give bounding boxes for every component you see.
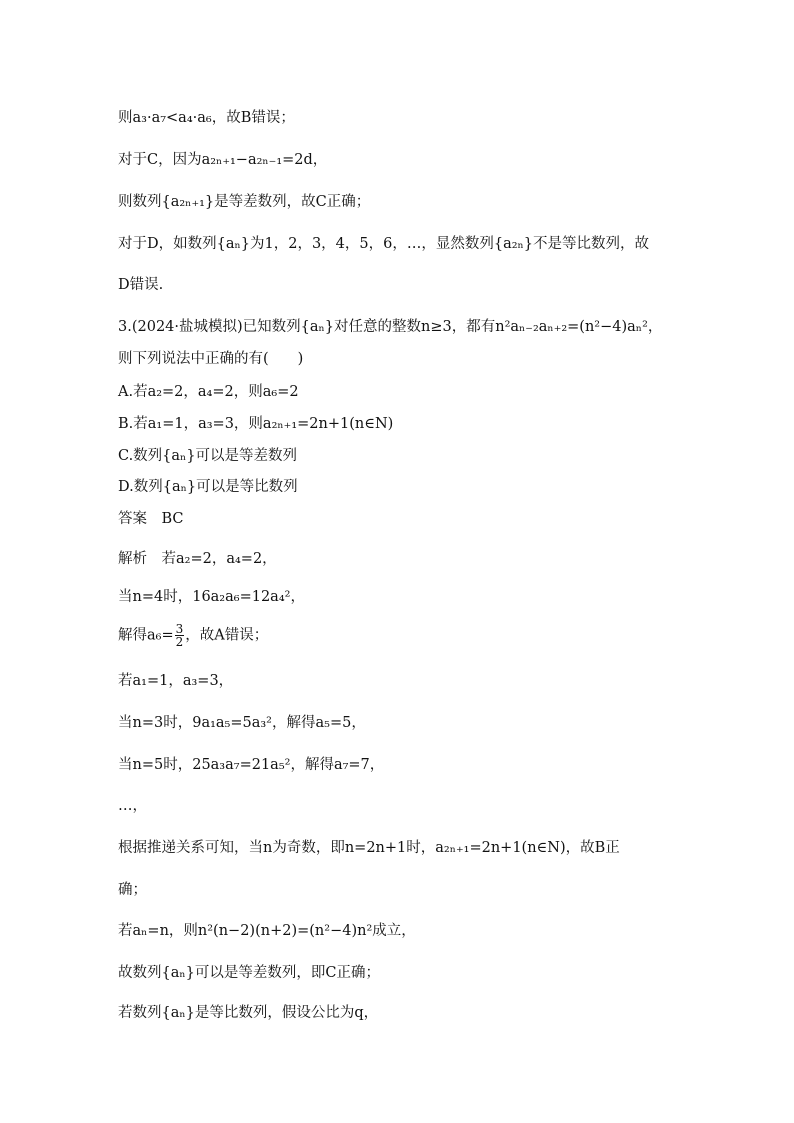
solution-line: 解析 若a₂=2，a₄=2， xyxy=(118,551,277,567)
fraction-denominator: 2 xyxy=(175,635,184,649)
solution-line: 若数列{aₙ}是等比数列，假设公比为q， xyxy=(118,1005,379,1021)
solution-line: 当n=5时，25a₃a₇=21a₅²，解得a₇=7， xyxy=(118,757,385,773)
solution-line: 故数列{aₙ}可以是等差数列，即C正确； xyxy=(118,965,380,981)
solution-line: 若a₁=1，a₃=3， xyxy=(118,673,234,689)
text-line: 对于C，因为a₂ₙ₊₁−a₂ₙ₋₁=2d， xyxy=(118,152,328,168)
fraction xyxy=(175,623,185,648)
text-line: 对于D，如数列{aₙ}为1，2，3，4，5，6，…，显然数列{a₂ₙ}不是等比数列，故 xyxy=(118,236,650,252)
solution-line: 当n=4时，16a₂a₆=12a₄²， xyxy=(118,589,305,605)
option-a: A.若a₂=2，a₄=2，则a₆=2 xyxy=(118,384,299,400)
solution-line-fraction xyxy=(118,623,268,648)
question-prompt: 则下列说法中正确的有( ) xyxy=(118,351,304,367)
fraction-prefix: 解得a₆= xyxy=(118,627,174,644)
option-d: D.数列{aₙ}可以是等比数列 xyxy=(118,479,298,495)
text-line: 则a₃·a₇<a₄·a₆，故B错误； xyxy=(118,110,295,126)
option-c: C.数列{aₙ}可以是等差数列 xyxy=(118,448,298,464)
fraction-numerator: 3 xyxy=(175,622,184,636)
text-line: D错误. xyxy=(118,277,164,293)
solution-line: 当n=3时，9a₁a₅=5a₃²，解得a₅=5， xyxy=(118,715,366,731)
solution-line: 根据推递关系可知，当n为奇数，即n=2n+1时，a₂ₙ₊₁=2n+1(n∈N)，故B正 xyxy=(118,840,620,856)
answer-line: 答案 BC xyxy=(118,511,184,527)
solution-line: 确； xyxy=(118,882,147,898)
solution-line: 若aₙ=n，则n²(n−2)(n+2)=(n²−4)n²成立， xyxy=(118,923,416,939)
fraction-suffix: ，故A错误； xyxy=(185,627,269,644)
text-line: 则数列{a₂ₙ₊₁}是等差数列，故C正确； xyxy=(118,194,371,210)
question-stem: 3.(2024·盐城模拟)已知数列{aₙ}对任意的整数n≥3，都有n²aₙ₋₂aₙ₊₂=(n²−4)aₙ²， xyxy=(118,319,663,335)
option-b: B.若a₁=1，a₃=3，则a₂ₙ₊₁=2n+1(n∈N) xyxy=(118,416,394,432)
solution-line: …， xyxy=(118,798,147,814)
